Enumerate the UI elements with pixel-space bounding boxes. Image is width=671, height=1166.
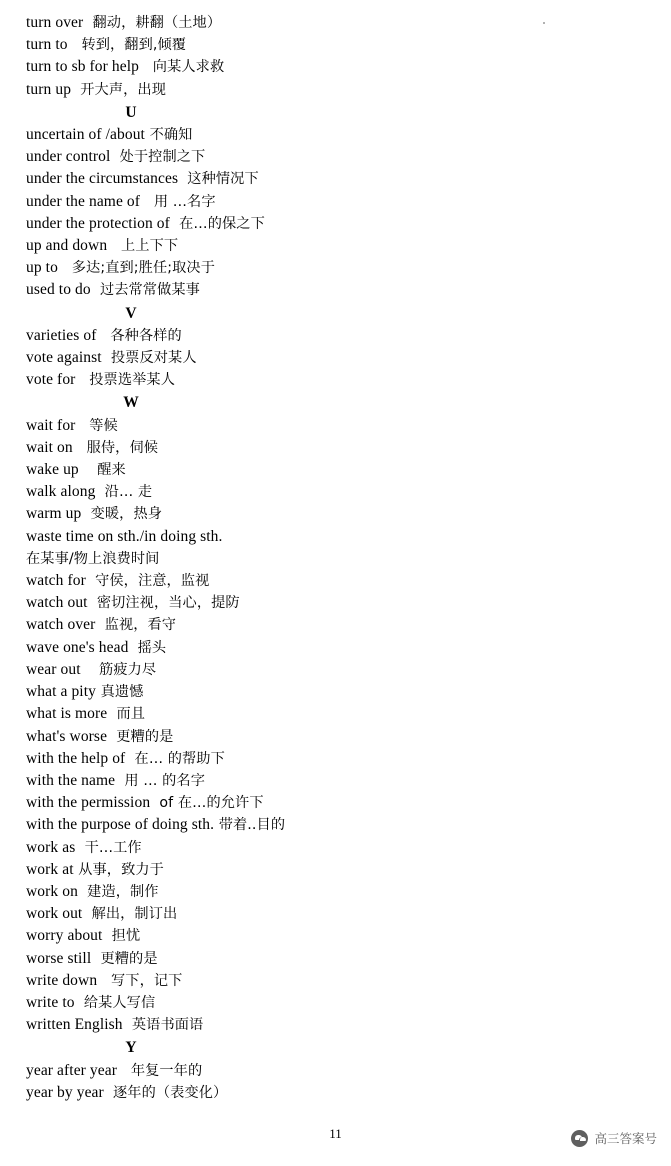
entry-term: walk along <box>26 483 96 501</box>
entry-term: under the circumstances <box>26 170 179 188</box>
entry-term: wear out <box>26 660 81 678</box>
entry-translation: 等候 <box>75 417 118 434</box>
entry-translation: 担忧 <box>102 928 141 945</box>
entry-term: watch for <box>26 572 86 590</box>
vocabulary-entry <box>26 614 506 636</box>
section-letter: U <box>125 103 137 121</box>
entry-translation: 带着..目的 <box>214 817 286 834</box>
entry-term: waste time on sth./in doing sth. <box>26 527 223 545</box>
vocabulary-entry <box>26 347 506 369</box>
entry-translation: 解出，制订出 <box>82 906 178 923</box>
entry-term: up and down <box>26 237 108 255</box>
entry-term: varieties of <box>26 326 97 344</box>
vocabulary-entry <box>26 12 506 34</box>
entry-term: with the permission <box>26 794 151 812</box>
entry-term: work on <box>26 882 78 900</box>
entry-translation: 年复一年的 <box>116 1062 203 1079</box>
entry-translation: 翻动，耕翻（土地） <box>83 15 222 31</box>
vocabulary-entry <box>26 168 506 190</box>
vocabulary-entry <box>26 570 506 592</box>
entry-translation: 而且 <box>107 706 146 723</box>
vocabulary-list <box>26 12 506 1104</box>
entry-translation: 写下，记下 <box>97 972 183 989</box>
vocabulary-entry <box>26 992 506 1014</box>
entry-translation: 英语书面语 <box>122 1017 204 1034</box>
entry-translation: 这种情况下 <box>178 171 259 188</box>
entry-translation: 转到，翻到,倾覆 <box>67 37 187 54</box>
entry-term: turn to sb for help <box>26 58 139 76</box>
entry-term: written English <box>26 1016 123 1034</box>
entry-term: under the protection of <box>26 214 170 232</box>
entry-term: work out <box>26 905 83 923</box>
entry-term: turn to <box>26 36 68 54</box>
entry-translation: 更糟的是 <box>107 728 174 745</box>
vocabulary-entry <box>26 526 506 548</box>
vocabulary-entry <box>26 325 506 347</box>
entry-translation: 在某事/物上浪费时间 <box>26 550 160 567</box>
section-letter: W <box>123 394 139 412</box>
vocabulary-entry <box>26 970 506 992</box>
entry-term: warm up <box>26 505 82 523</box>
entry-term: watch over <box>26 616 96 634</box>
vocabulary-entry <box>26 814 506 836</box>
entry-term: uncertain of /about <box>26 126 145 144</box>
entry-translation: 不确知 <box>144 127 193 144</box>
entry-term: wake up <box>26 461 79 479</box>
vocabulary-entry <box>26 948 506 970</box>
entry-translation: 向某人求救 <box>138 59 225 76</box>
entry-term: vote for <box>26 371 76 389</box>
vocabulary-entry <box>26 34 506 56</box>
entry-term: work at <box>26 860 74 878</box>
entry-term: what a pity <box>26 683 96 701</box>
vocabulary-entry <box>26 415 506 437</box>
entry-term: turn over <box>26 14 84 31</box>
vocabulary-entry <box>26 681 506 703</box>
vocabulary-entry <box>26 703 506 725</box>
watermark <box>571 1129 657 1147</box>
entry-term: with the help of <box>26 749 126 767</box>
vocabulary-entry <box>26 191 506 213</box>
vocabulary-entry <box>26 437 506 459</box>
entry-translation: 用 …名字 <box>140 193 216 210</box>
section-letter: V <box>125 304 137 322</box>
vocabulary-entry <box>26 770 506 792</box>
vocabulary-entry <box>26 637 506 659</box>
vocabulary-entry <box>26 235 506 257</box>
vocabulary-entry <box>26 213 506 235</box>
entry-translation: 过去常常做某事 <box>90 282 200 299</box>
entry-term: under the name of <box>26 192 141 210</box>
entry-term: up to <box>26 259 58 277</box>
page-speck <box>543 22 545 24</box>
vocabulary-entry <box>26 592 506 614</box>
vocabulary-entry <box>26 1014 506 1036</box>
vocabulary-entry <box>26 659 506 681</box>
vocabulary-entry <box>26 124 506 146</box>
entry-translation: 用 … 的名字 <box>115 772 205 789</box>
entry-term: under control <box>26 148 111 166</box>
vocabulary-entry <box>26 503 506 525</box>
vocabulary-entry <box>26 925 506 947</box>
entry-translation: 更糟的是 <box>91 950 158 967</box>
vocabulary-entry <box>26 146 506 168</box>
entry-translation: 投票选举某人 <box>75 372 175 389</box>
entry-translation: 变暖，热身 <box>81 506 163 523</box>
entry-translation: of 在…的允许下 <box>150 795 264 812</box>
entry-term: used to do <box>26 281 91 299</box>
entry-translation: 投票反对某人 <box>101 350 197 367</box>
entry-translation: 开大声，出现 <box>71 81 166 98</box>
vocabulary-entry <box>26 837 506 859</box>
entry-translation: 上上下下 <box>107 238 179 255</box>
vocabulary-entry <box>26 56 506 78</box>
vocabulary-entry <box>26 1082 506 1104</box>
vocabulary-entry <box>26 369 506 391</box>
entry-term: vote against <box>26 349 102 367</box>
entry-translation: 在…的保之下 <box>169 215 265 232</box>
entry-translation: 真遗憾 <box>95 684 144 701</box>
entry-term: wave one's head <box>26 638 129 656</box>
entry-term: wait on <box>26 438 73 456</box>
entry-term: worry about <box>26 927 103 945</box>
entry-term: write down <box>26 971 98 989</box>
vocabulary-entry <box>26 257 506 279</box>
entry-term: turn up <box>26 80 72 98</box>
entry-term: worse still <box>26 949 92 967</box>
vocabulary-entry <box>26 859 506 881</box>
entry-term: watch out <box>26 594 88 612</box>
vocabulary-entry <box>26 1060 506 1082</box>
vocabulary-entry <box>26 79 506 101</box>
vocabulary-entry <box>26 726 506 748</box>
entry-term: work as <box>26 838 76 856</box>
entry-translation: 服侍，伺候 <box>72 439 159 456</box>
entry-translation: 沿… 走 <box>95 484 153 501</box>
vocabulary-entry <box>26 481 506 503</box>
entry-term: write to <box>26 993 75 1011</box>
watermark-label: 高三答案号 <box>594 1131 657 1146</box>
entry-translation: 从事，致力于 <box>73 861 164 878</box>
vocabulary-entry <box>26 459 506 481</box>
vocabulary-entry <box>26 748 506 770</box>
section-letter: Y <box>125 1039 137 1057</box>
entry-term: wait for <box>26 416 76 434</box>
entry-translation: 在… 的帮助下 <box>125 750 225 767</box>
vocabulary-entry <box>26 792 506 814</box>
vocabulary-entry <box>26 548 506 570</box>
entry-translation: 各种各样的 <box>96 327 182 344</box>
entry-translation: 筋疲力尽 <box>80 661 157 678</box>
vocabulary-entry <box>26 903 506 925</box>
entry-term: what's worse <box>26 727 108 745</box>
entry-translation: 逐年的（表变化） <box>103 1084 228 1101</box>
entry-translation: 密切注视，当心，提防 <box>87 595 240 612</box>
entry-translation: 干…工作 <box>75 839 142 856</box>
page-number: 11 <box>329 1126 342 1141</box>
vocabulary-entry <box>26 881 506 903</box>
entry-translation: 处于控制之下 <box>110 149 206 166</box>
entry-translation: 醒来 <box>78 462 126 479</box>
entry-term: year by year <box>26 1083 104 1101</box>
entry-translation: 守侯，注意，监视 <box>85 573 210 590</box>
entry-term: what is more <box>26 705 108 723</box>
entry-translation: 建造，制作 <box>77 883 159 900</box>
entry-translation: 摇头 <box>128 639 167 656</box>
wechat-icon <box>571 1130 588 1147</box>
entry-term: with the purpose of doing sth. <box>26 816 215 834</box>
entry-translation: 监视，看守 <box>95 617 177 634</box>
entry-translation: 多达;直到;胜任;取决于 <box>57 260 215 277</box>
entry-term: year after year <box>26 1061 117 1079</box>
entry-term: with the name <box>26 771 116 789</box>
entry-translation: 给某人写信 <box>74 994 156 1011</box>
vocabulary-entry <box>26 279 506 301</box>
